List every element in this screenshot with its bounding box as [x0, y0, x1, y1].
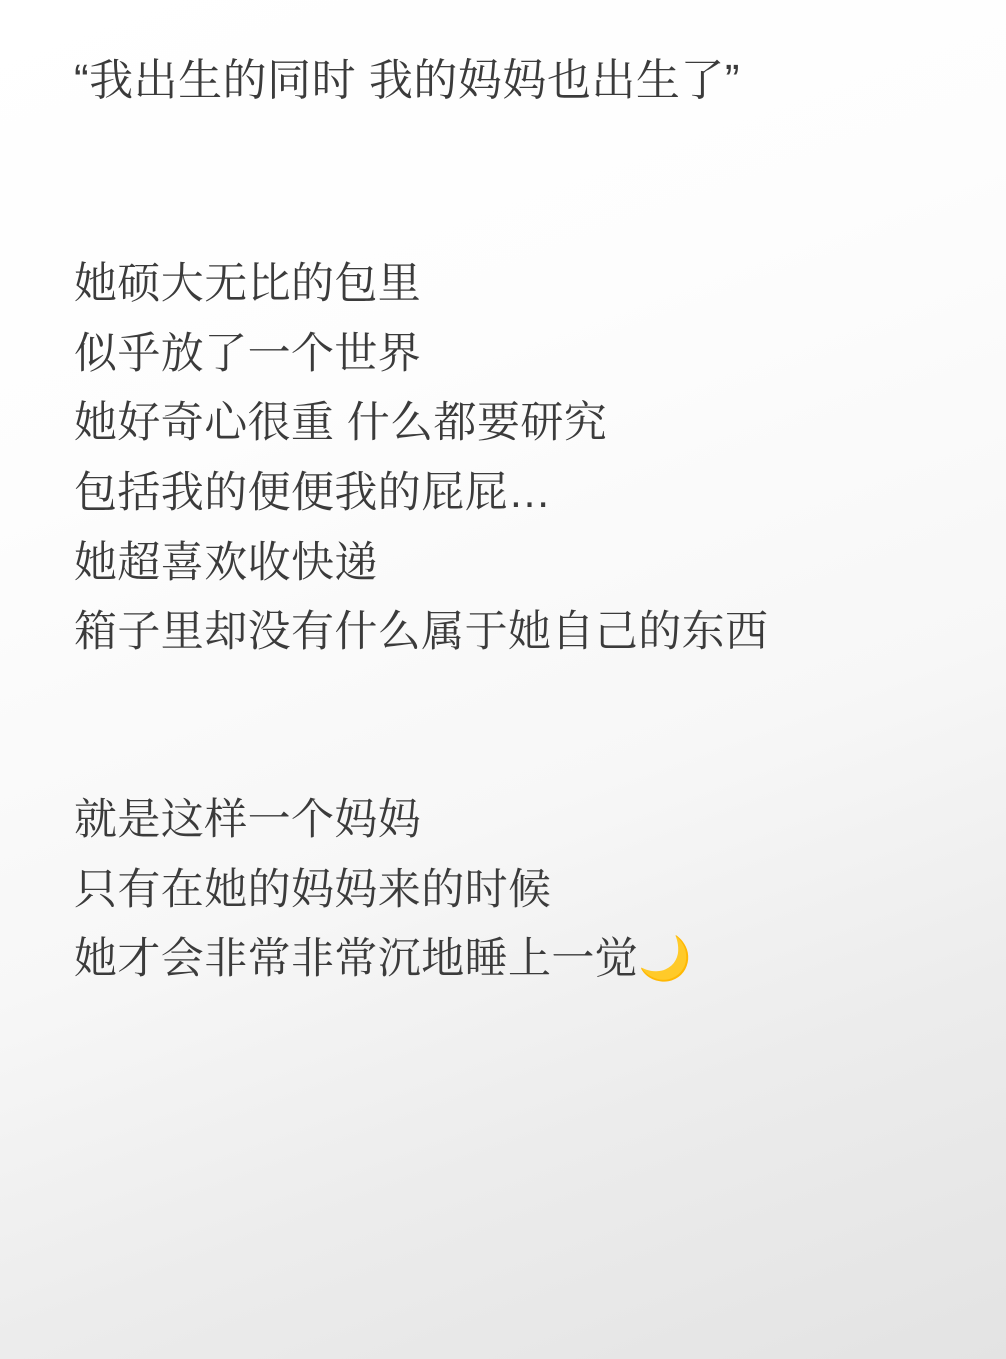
stanza-line: 她好奇心很重 什么都要研究 [74, 399, 608, 448]
stanza-line: 似乎放了一个世界 [74, 329, 422, 378]
stanza-line: 她硕大无比的包里 [74, 260, 422, 309]
stanza-line-with-emoji [74, 925, 936, 995]
stanza-line: 就是这样一个妈妈 [74, 796, 422, 845]
stanza-line-text: 她才会非常非常沉地睡上一觉 [74, 935, 639, 984]
stanza-line: 她超喜欢收快递 [74, 538, 378, 587]
stanza-line: 包括我的便便我的屁屁… [74, 469, 552, 518]
crescent-moon-icon: 🌙 [638, 934, 693, 985]
stanza-first [74, 250, 936, 668]
page-title: “我出生的同时 我的妈妈也出生了” [74, 56, 741, 105]
stanza-line: 只有在她的妈妈来的时候 [74, 865, 552, 914]
stanza-second [74, 786, 936, 995]
stanza-line: 箱子里却没有什么属于她自己的东西 [74, 608, 769, 657]
